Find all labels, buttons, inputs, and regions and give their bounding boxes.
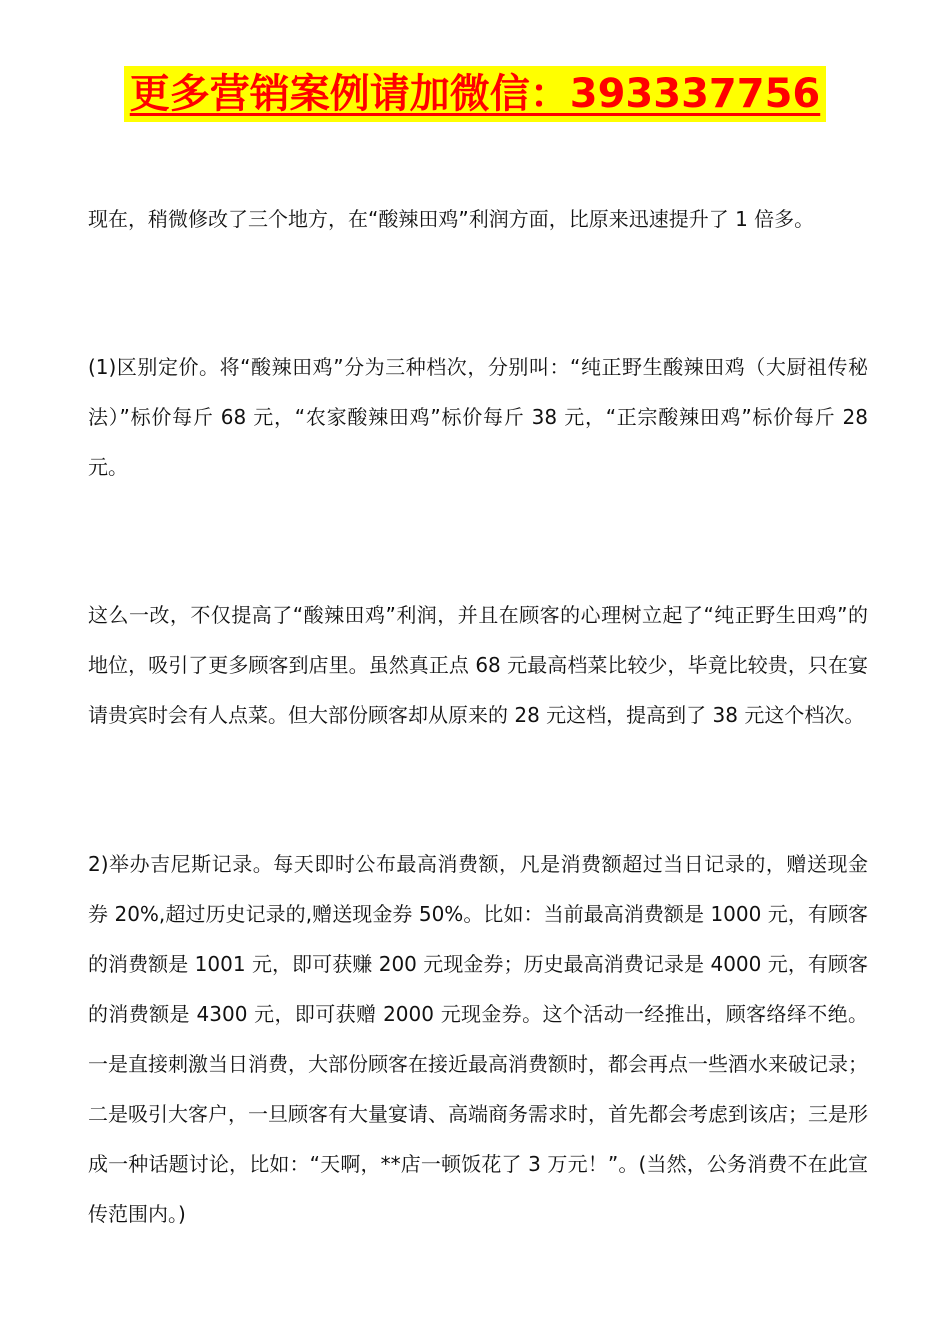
header bbox=[0, 66, 950, 122]
paragraph-intro: 现在，稍微修改了三个地方，在“酸辣田鸡”利润方面，比原来迅速提升了 1 倍多。 bbox=[88, 207, 815, 231]
paragraph-tiered-pricing: (1)区别定价。将“酸辣田鸡”分为三种档次，分别叫：“纯正野生酸辣田鸡（大厨祖传秘法）”标价每斤 68 元，“农家酸辣田鸡”标价每斤 38 元，“正宗酸辣田鸡”标价每斤 28 元。 bbox=[88, 355, 868, 479]
paragraph-record-promotion: 2)举办吉尼斯记录。每天即时公布最高消费额，凡是消费额超过当日记录的，赠送现金券 20%,超过历史记录的,赠送现金券 50%。比如：当前最高消费额是 1000 元，有顾客的消费额是 1001 元，即可获赚 200 元现金券；历史最高消费记录是 4000 元，有顾客的消费额是 4300 元，即可获赠 2000 元现金券。这个活动一经推出，顾客络绎不绝。一是直接刺激当日消费，大部份顾客在接近最高消费额时，都会再点一些酒水来破记录；二是吸引大客户，一旦顾客有大量宴请、高端商务需求时，首先都会考虑到该店；三是形成一种话题讨论，比如：“天啊，**店一顿饭花了 3 万元！”。(当然，公务消费不在此宣传范围内。) bbox=[88, 852, 868, 1226]
wechat-banner: 更多营销案例请加微信：393337756 bbox=[124, 66, 827, 122]
paragraph-pricing-effect: 这么一改，不仅提高了“酸辣田鸡”利润，并且在顾客的心理树立起了“纯正野生田鸡”的地位，吸引了更多顾客到店里。虽然真正点 68 元最高档菜比较少，毕竟比较贵，只在宴请贵宾时会有人点菜。但大部份顾客却从原来的 28 元这档，提高到了 38 元这个档次。 bbox=[88, 603, 868, 727]
